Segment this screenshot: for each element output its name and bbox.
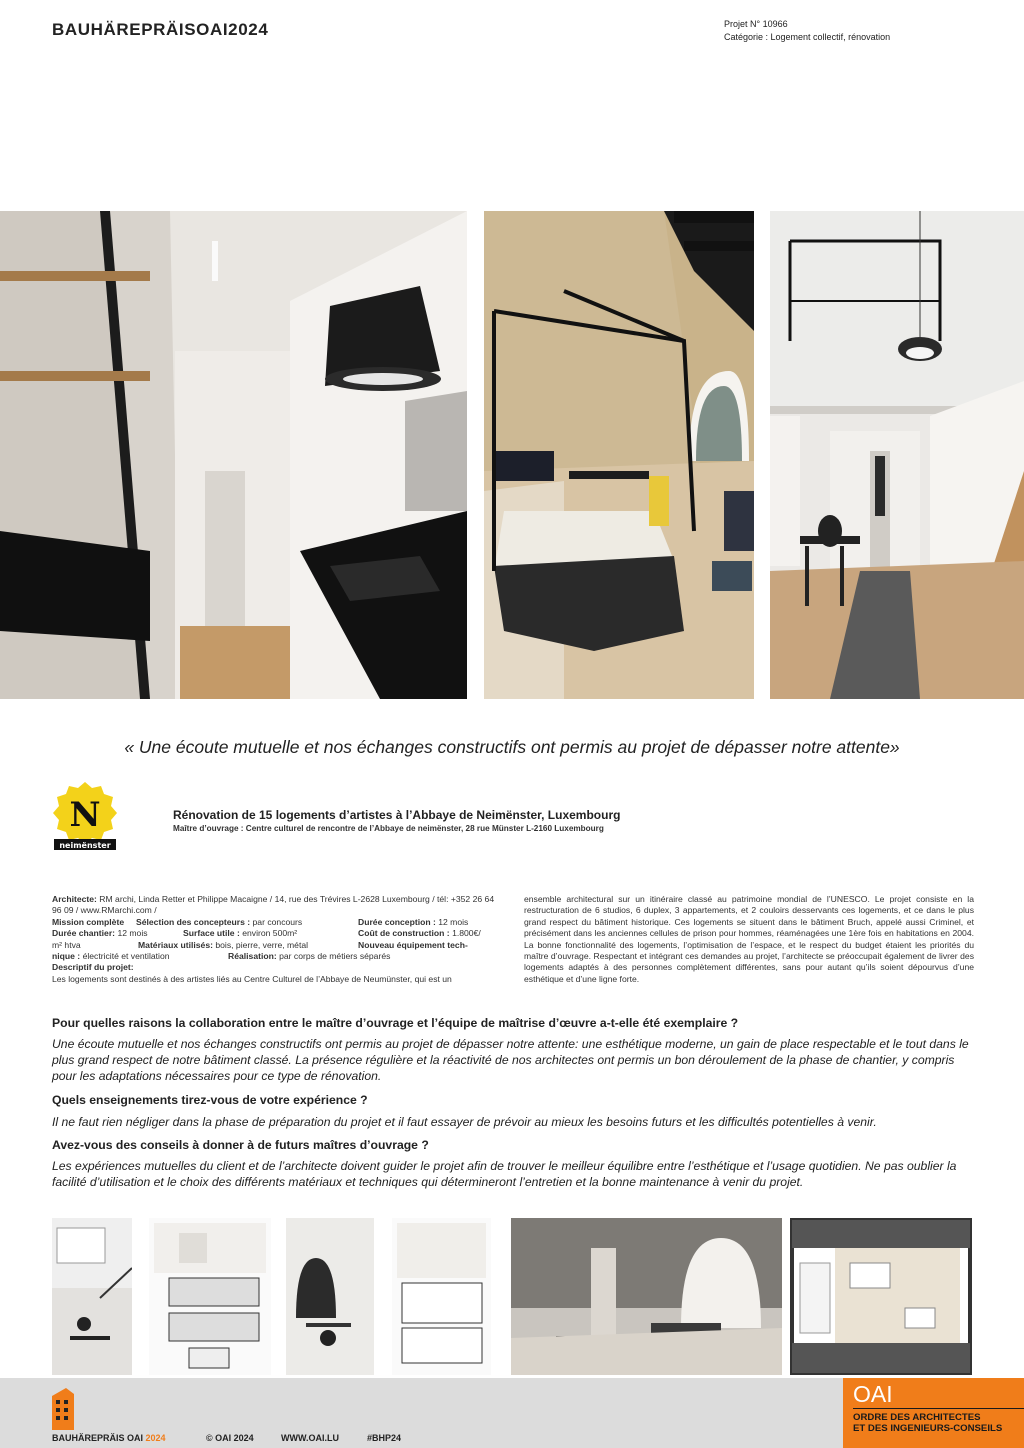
photo-kitchen	[0, 211, 467, 699]
materials-value: bois, pierre, verre, métal	[215, 939, 309, 950]
realisation-label: Réalisation:	[228, 951, 277, 962]
qa-answer: Une écoute mutuelle et nos échanges constructifs ont permis au projet de dépasser notre attente: une esthétique moderne, un gain de place respectable et le tout dans le plus grand respect de notre bâtiment classé. La présence régulière et la réactivité de nos architectes ont permis un bon déroulement de la phase de chantier, y compris pour les adaptations nécessaires pour ce type de rénovation.	[52, 1037, 969, 1083]
site-row	[52, 928, 500, 939]
footer-website[interactable]: WWW.OAI.LU	[281, 1433, 339, 1443]
equipment-value: électricité et ventilation	[82, 951, 170, 962]
cost-value: 1.800€/	[452, 928, 481, 939]
qa-answer: Il ne faut rien négliger dans la phase de préparation du projet et il faut essayer de prévoir au mieux les besoins futurs et les difficultés potentielles à venir.	[52, 1115, 877, 1129]
equipment-row	[52, 951, 500, 962]
client-quote: « Une écoute mutuelle et nos échanges constructifs ont permis au projet de dépasser notre attente»	[124, 737, 900, 757]
oai-tagline-1: ORDRE DES ARCHITECTES	[853, 1412, 981, 1423]
materials-row	[52, 940, 500, 951]
thumbnail-section-2	[392, 1218, 491, 1375]
thumbnail-render-3	[511, 1218, 782, 1375]
description-continued: ensemble architectural sur un itinéraire classé au patrimoine mondial de l’UNESCO. Le projet consiste en la restructuration de 6 studios, 6 duplex, 3 appartements, et 2 couloirs desservants ces logements, et ce dans le plus grand respect du bâtiment historique. Ces logements se situent dans le bâtiment Bruch, appelé aussi Criminel, et précisément dans les anciennes cellules de prison pour hommes, réaménagées une 1ère fois en habitations en 2004. La bonne fonctionnalité des logements, l’optimisation de l’espace, et le respect du budget étaient les priorités du maître d’ouvrage. Respectant et intégrant ces demandes au projet, l’architecte se préoccupait également de livrer des logements adaptés à des personnes complètement différentes, sans pour autant qu’ils soient dépourvus d’une esthétique et d’une ligne forte.	[524, 894, 974, 984]
description-label: Descriptif du projet:	[52, 962, 134, 973]
design-duration-value: 12 mois	[438, 916, 469, 927]
surface-value: environ 500m²	[242, 928, 298, 939]
mission-label: Mission complète	[52, 916, 125, 927]
qa-block-3	[52, 1138, 976, 1191]
project-number: Projet N° 10966	[724, 19, 788, 29]
architect-label: Architecte:	[52, 894, 97, 904]
project-title: Rénovation de 15 logements d’artistes à l’Abbaye de Neimënster, Luxembourg	[173, 808, 621, 822]
cost-label: Coût de construction :	[358, 928, 450, 939]
site-duration-value: 12 mois	[117, 928, 148, 939]
mission-row	[52, 917, 500, 928]
selection-label: Sélection des concepteurs :	[136, 916, 251, 927]
project-details	[52, 894, 500, 985]
thumbnail-strip	[52, 1218, 972, 1378]
architect-line	[52, 894, 500, 917]
equipment-label-2: nique :	[52, 951, 81, 962]
equipment-label: Nouveau équipement tech-	[358, 939, 468, 950]
thumbnail-floor-plan	[790, 1218, 972, 1375]
qa-question: Quels enseignements tirez-vous de votre expérience ?	[52, 1093, 368, 1107]
selection-value: par concours	[252, 916, 303, 927]
svg-text:N: N	[69, 795, 101, 835]
qa-block-2	[52, 1093, 976, 1131]
project-meta	[724, 18, 890, 44]
thumbnail-section-1	[149, 1218, 271, 1375]
thumbnail-render-2	[286, 1218, 374, 1375]
project-owner: Maître d’ouvrage : Centre culturel de rencontre de l’Abbaye de neimënster, 28 rue Münster L-2160 Luxembourg	[173, 824, 604, 833]
oai-divider	[853, 1408, 1024, 1409]
svg-text:neimënster: neimënster	[59, 841, 111, 850]
brand-title: BAUHÄREPRÄISOAI2024	[52, 20, 269, 39]
footer-brand-main: BAUHÄREPRÄIS OAI	[52, 1433, 144, 1443]
qa-answer: Les expériences mutuelles du client et de l’architecte doivent guider le projet afin de trouver le meilleur équilibre entre l’esthétique et l’usage quotidien. Ne pas oublier la facilité d’utilisation et le choix des différents matériaux et techniques qui détermineront l’entretien et la bonne maintenance à venir du projet.	[52, 1159, 957, 1189]
footer-copyright: © OAI 2024	[206, 1433, 254, 1443]
site-duration-label: Durée chantier:	[52, 928, 116, 939]
photo-duplex	[770, 211, 1024, 699]
surface-label: Surface utile :	[183, 928, 240, 939]
bauhaerepraeis-logo-icon	[52, 1388, 74, 1430]
cost-unit: m² htva	[52, 939, 81, 950]
footer-brand	[52, 1433, 166, 1443]
architect-value: RM archi, Linda Retter et Philippe Macaigne / 14, rue des Trévires L-2628 Luxembourg / tél: +352 26 64 96 09 / www.RMarchi.com /	[52, 894, 495, 916]
thumbnail-render-1	[52, 1218, 132, 1375]
neimenster-logo	[52, 780, 118, 850]
footer-hashtag: #BHP24	[367, 1433, 402, 1443]
description-start: Les logements sont destinés à des artistes liés au Centre Culturel de l’Abbaye de Neumünster, qui est un	[52, 973, 452, 984]
photo-bedroom	[484, 211, 754, 699]
design-duration-label: Durée conception :	[358, 916, 436, 927]
qa-block-1	[52, 1016, 976, 1084]
project-category: Catégorie : Logement collectif, rénovation	[724, 32, 891, 42]
materials-label: Matériaux utilisés:	[138, 939, 213, 950]
footer-brand-year: 2024	[145, 1433, 166, 1443]
oai-tagline	[853, 1412, 1023, 1434]
qa-question: Avez-vous des conseils à donner à de futurs maîtres d’ouvrage ?	[52, 1138, 429, 1152]
oai-tagline-2: ET DES INGENIEURS-CONSEILS	[853, 1423, 1003, 1434]
oai-wordmark: OAI	[853, 1381, 893, 1407]
qa-question: Pour quelles raisons la collaboration entre le maître d’ouvrage et l’équipe de maîtrise d’œuvre a-t-elle été exemplaire ?	[52, 1016, 739, 1030]
realisation-value: par corps de métiers séparés	[279, 951, 391, 962]
